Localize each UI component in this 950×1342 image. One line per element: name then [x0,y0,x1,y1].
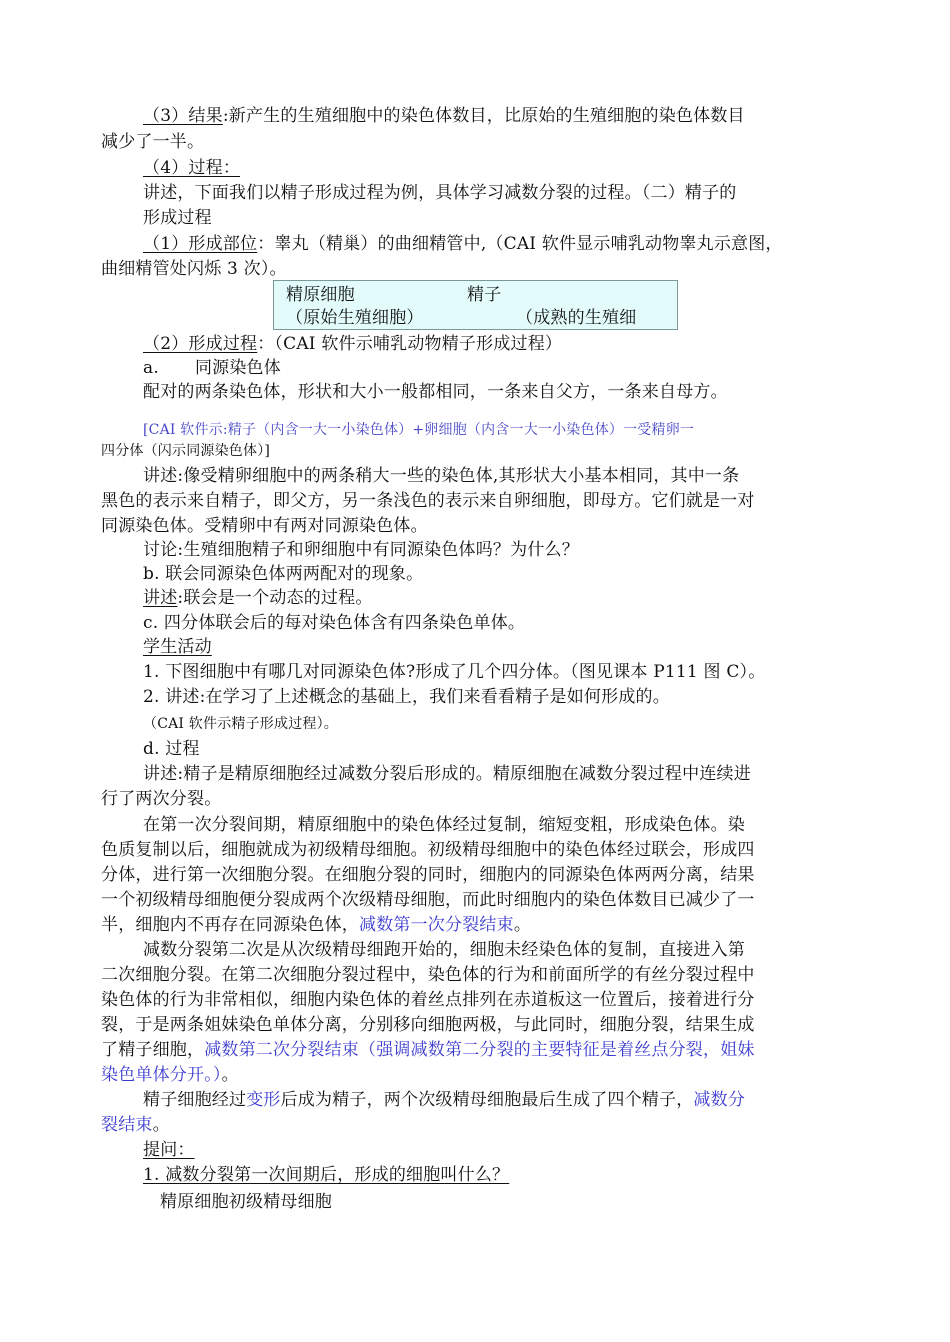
sperm-para-line-2-suffix: 。 [152,1115,170,1135]
box-primordial-germ-cell: （原始生殖细胞） [286,308,424,328]
second-division-line-1: 减数分裂第二次是从次级精母细跑开始的，细胞未经染色体的复制，直接进入第 [143,940,745,960]
narration1-line-2: 形成过程 [143,208,212,228]
second-division-line-6-highlight: 染色单体分开。） [101,1065,222,1085]
result-line-1 [143,104,745,128]
sperm-para-deformation: 变形 [246,1090,281,1110]
sperm-para-middle: 后成为精子，两个次级精母细胞最后生成了四个精子， [280,1090,694,1110]
cai-note-1-line-1 [143,420,694,440]
second-division-line-2: 二次细胞分裂。在第二次细胞分裂过程中，染色体的行为和前面所学的有丝分裂过程中 [101,965,755,985]
question-1: 1. 减数分裂第一次间期后，形成的细胞叫什么？ [143,1165,510,1185]
formation-process-label: （2）形成过程 [143,334,258,354]
activity-1: 1. 下图细胞中有哪几对同源染色体?形成了几个四分体。（图见课本 P111 图 C）。 [143,662,766,682]
result-text: :新产生的生殖细胞中的染色体数目，比原始的生殖细胞的染色体数目 [222,106,745,126]
cell-type-box [273,280,678,330]
box-sperm: 精子 [467,285,502,305]
first-division-line-5-prefix: 半，细胞内不再存在同源染色体， [101,915,359,935]
answer-1: 精原细胞初级精母细胞 [160,1192,332,1212]
second-division-line-5 [101,1038,755,1062]
item-b: b. 联会同源染色体两两配对的现象。 [143,564,424,584]
formation-site-label: （1）形成部位 [143,234,258,254]
result-line-2: 减少了一半。 [101,132,205,152]
narration2-line-1: 讲述:像受精卵细胞中的两条稍大一些的染色体,其形状大小基本相同，其中一条 [143,466,740,486]
result-label: （3）结果 [143,106,223,126]
narration2-line-2: 黑色的表示来自精子，即父方，另一条浅色的表示来自卵细胞，即母方。它们就是一对 [101,491,755,511]
item-a-text: 同源染色体 [194,358,281,378]
homolog-definition: 配对的两条染色体，形状和大小一般都相同，一条来自父方，一条来自母方。 [143,382,728,402]
narration1-line-1: 讲述，下面我们以精子形成过程为例，具体学习减数分裂的过程。（二）精子的 [143,183,737,203]
sperm-para-prefix: 精子细胞经过 [143,1090,247,1110]
item-d: d. 过程 [143,739,200,759]
second-division-line-3: 染色体的行为非常相似，细胞内染色体的着丝点排列在赤道板这一位置后，接着进行分 [101,990,755,1010]
second-division-end-highlight: 减数第二次分裂结束（强调减数第二分裂的主要特征是着丝点分裂，姐妹 [204,1040,755,1060]
first-division-line-5 [101,913,531,937]
item-c: c. 四分体联会后的每对染色体含有四条染色单体。 [143,613,526,633]
first-division-line-5-suffix: 。 [513,915,532,935]
second-division-line-4: 裂，于是两条姐妹染色单体分离，分别移向细胞两极，与此同时，细胞分裂，结果生成 [101,1015,755,1035]
cai-note-2: （CAI 软件示精子形成过程）。 [143,716,339,732]
first-division-line-1: 在第一次分裂间期，精原细胞中的染色体经过复制，缩短变粗，形成染色体。染 [143,815,745,835]
second-division-line-6 [101,1063,239,1087]
box-spermatogonium: 精原细胞 [286,285,355,305]
narration3-text: :联会是一个动态的过程。 [177,588,373,608]
student-activity-heading: 学生活动 [143,637,212,657]
item-a-line [143,356,281,380]
formation-site-text: ：睾丸（精巢）的曲细精管中,（CAI 软件显示哺乳动物睾丸示意图， [257,234,783,254]
first-division-line-4: 一个初级精母细胞便分裂成两个次级精母细胞，而此时细胞内的染色体数目已减少了一 [101,890,755,910]
narration4-line-2: 行了两次分裂。 [101,789,222,809]
first-division-line-2: 色质复制以后，细胞就成为初级精母细胞。初级精母细胞中的染色体经过联会，形成四 [101,840,755,860]
sperm-para-line-2-highlight: 裂结束 [101,1115,153,1135]
narration3-line [143,586,373,610]
discussion: 讨论:生殖细胞精子和卵细胞中有同源染色体吗？为什么？ [143,540,579,560]
box-mature-germ-cell: （成熟的生殖细 [516,308,637,328]
second-division-line-6-suffix: 。 [221,1065,239,1085]
narration3-label: 讲述 [143,588,178,608]
cai-note-1-text: [CAI 软件示:精子（内含一大一小染色体）+卵细胞（内含一大一小染色体）一受精卵一 [143,422,695,438]
first-division-line-3: 分体，进行第一次细胞分裂。在细胞分裂的同时，细胞内的同源染色体两两分离，结果 [101,865,755,885]
formation-process-line [143,332,562,356]
process-heading: （4）过程： [143,158,241,178]
first-division-end-highlight: 减数第一次分裂结束 [359,915,514,935]
cai-note-1-line-2: 四分体（闪示同源染色体）] [101,443,271,459]
formation-site-line-2: 曲细精管处闪烁 3 次）。 [101,259,287,279]
item-a-label: a. [143,358,159,378]
sperm-para-line-1 [143,1088,745,1112]
question-heading: 提问： [143,1140,195,1160]
second-division-line-5-prefix: 了精子细胞， [101,1040,205,1060]
formation-process-text: ：（CAI 软件示哺乳动物精子形成过程） [257,334,563,354]
sperm-para-meiosis-end: 减数分 [693,1090,746,1110]
sperm-para-line-2 [101,1113,170,1137]
narration4-line-1: 讲述:精子是精原细胞经过减数分裂后形成的。精原细胞在减数分裂过程中连续进 [143,764,751,784]
activity-2: 2. 讲述:在学习了上述概念的基础上，我们来看看精子是如何形成的。 [143,687,670,707]
formation-site-line-1 [143,232,783,256]
narration2-line-3: 同源染色体。受精卵中有两对同源染色体。 [101,516,428,536]
